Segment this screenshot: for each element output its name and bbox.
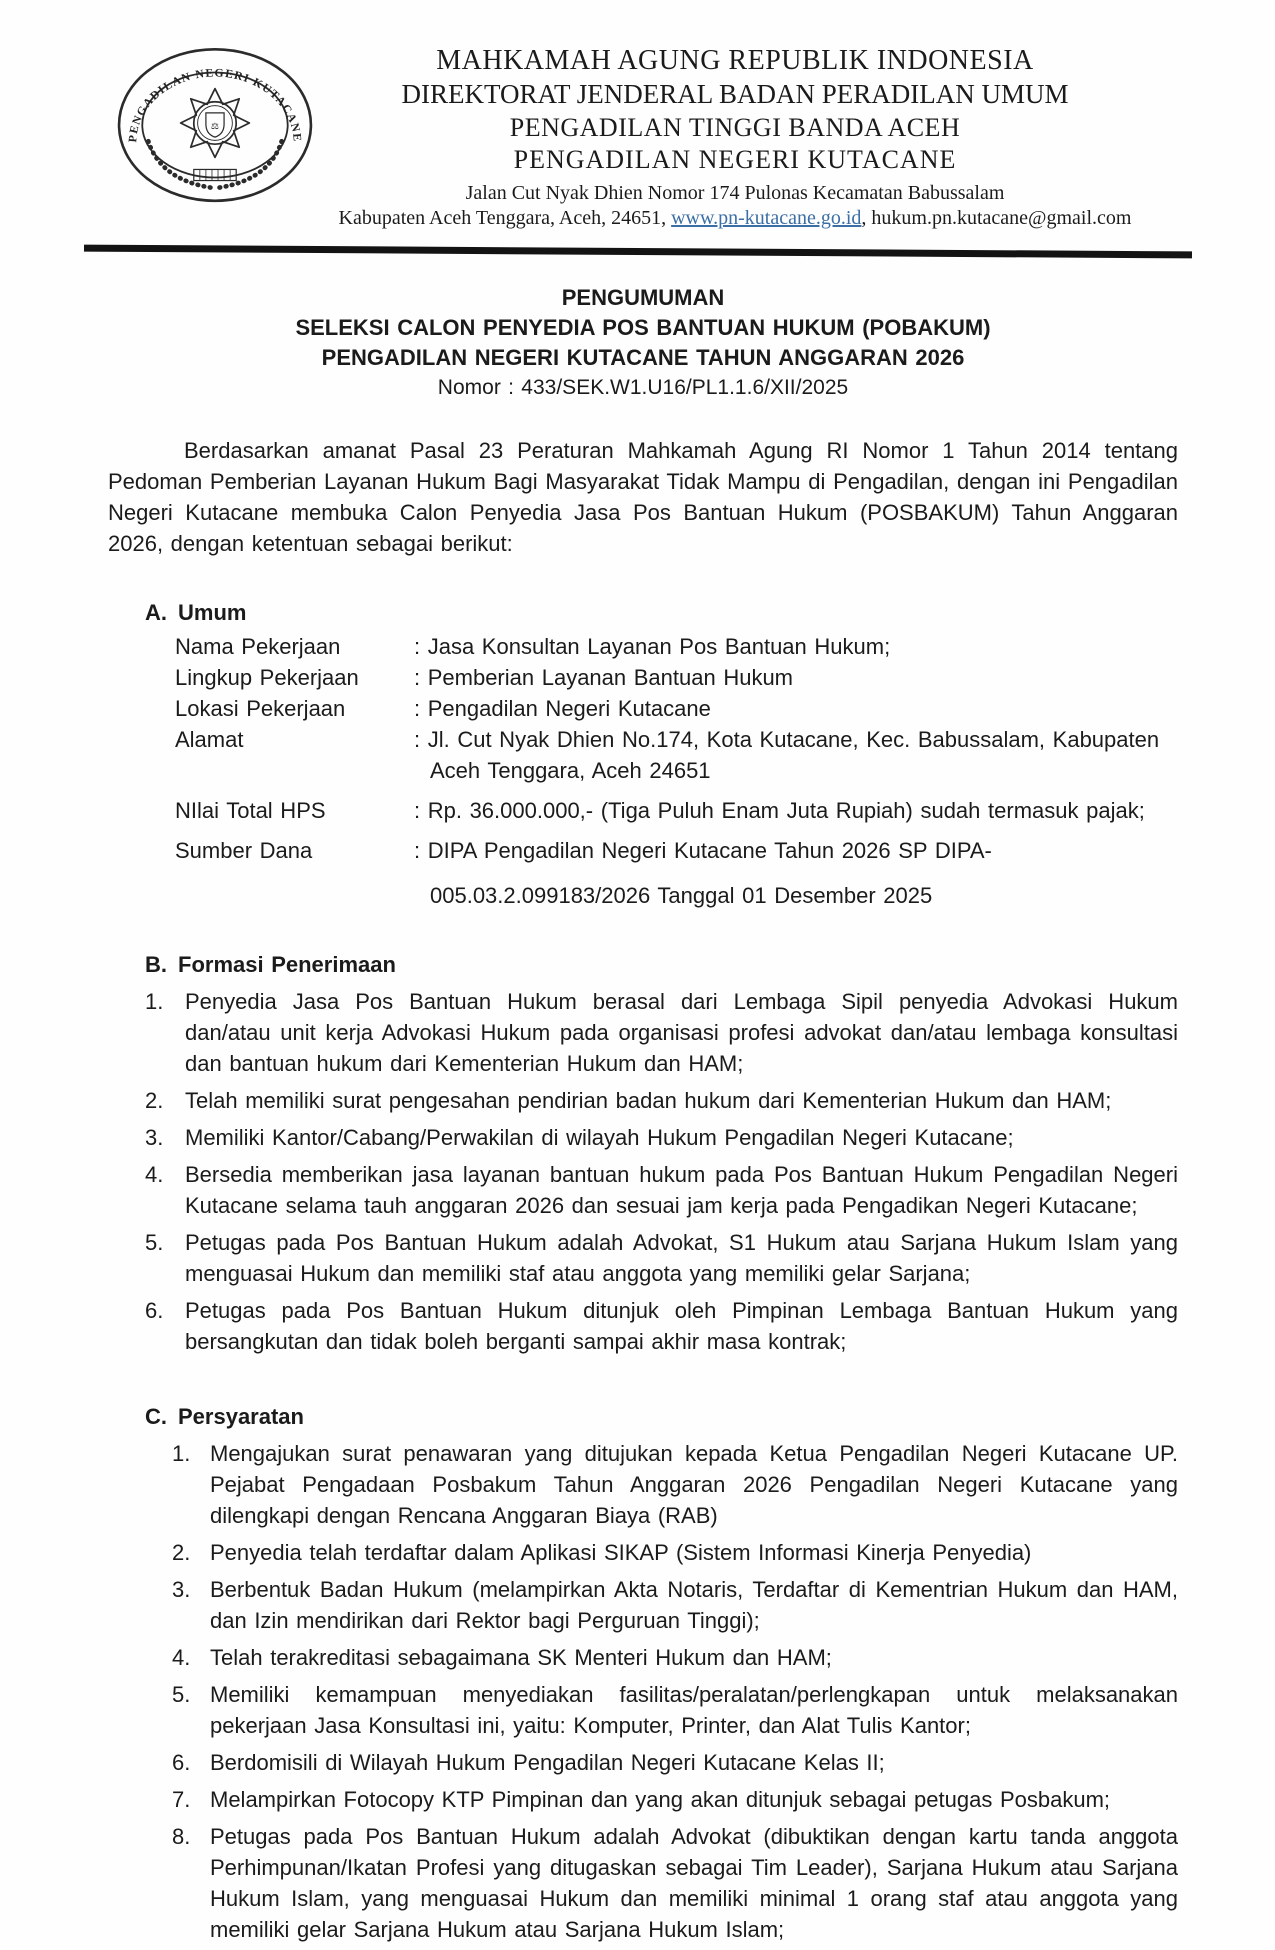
intro-paragraph: Berdasarkan amanat Pasal 23 Peraturan Mahkamah Agung RI Nomor 1 Tahun 2014 tentang Pedoman Pemberian Layanan Hukum Bagi Masyarakat Tidak Mampu di Pengadilan, dengan ini Pengadilan Negeri Kutacane membuka Calon Penyedia Jasa Pos Bantuan Hukum (POSBAKUM) Tahun Anggaran 2026, dengan ketentuan sebagai berikut: — [108, 438, 1178, 556]
item-number: 8. — [172, 1824, 191, 1849]
title-block — [108, 283, 1178, 403]
address-line-2-prefix: Kabupaten Aceh Tenggara, Aceh, 24651, — [338, 207, 672, 229]
section-a-heading — [145, 597, 1178, 628]
general-info-rows — [175, 631, 1178, 911]
item-text: Bersedia memberikan jasa layanan bantuan hukum pada Pos Bantuan Hukum Pengadilan Negeri Kutacane selama tauh anggaran 2026 dan sesuai jam kerja pada Pengadikan Negeri Kutacane; — [185, 1162, 1178, 1218]
item-text: Penyedia telah terdaftar dalam Aplikasi SIKAP (Sistem Informasi Kinerja Penyedia) — [210, 1540, 1032, 1565]
section-b-heading — [145, 949, 1178, 980]
item-text: Berdomisili di Wilayah Hukum Pengadilan Negeri Kutacane Kelas II; — [210, 1750, 885, 1775]
section-b-items — [108, 986, 1178, 1357]
list-item — [108, 1574, 1178, 1636]
item-text: Petugas pada Pos Bantuan Hukum adalah Advokat, S1 Hukum atau Sarjana Hukum Islam yang menguasai Hukum dan memiliki staf atau anggota yang memiliki gelar Sarjana; — [185, 1230, 1178, 1286]
info-row-nama-pekerjaan — [175, 631, 1178, 662]
item-number: 2. — [145, 1088, 164, 1113]
info-label: Lokasi Pekerjaan — [175, 696, 346, 721]
info-row-lokasi-pekerjaan — [175, 693, 1178, 724]
list-item — [108, 1295, 1178, 1357]
item-number: 3. — [145, 1125, 164, 1150]
item-number: 4. — [145, 1162, 164, 1187]
letterhead-text — [330, 44, 1140, 231]
section-a-letter: A. — [145, 600, 167, 625]
court-seal — [114, 42, 318, 206]
item-text: Telah memiliki surat pengesahan pendirian badan hukum dari Kementerian Hukum dan HAM; — [185, 1088, 1112, 1113]
item-number: 3. — [172, 1577, 191, 1602]
list-item — [108, 1537, 1178, 1568]
item-text: Petugas pada Pos Bantuan Hukum adalah Advokat (dibuktikan dengan kartu tanda anggota Perhimpunan/Ikatan Profesi yang ditugaskan sebagai Tim Leader), Sarjana Hukum atau Sarjana Hukum Islam, yang menguasai Hukum dan memiliki minimal 1 orang staf atau anggota yang memiliki gelar Sarjana Hukum atau Sarjana Hukum Islam; — [210, 1824, 1178, 1942]
item-number: 2. — [172, 1540, 191, 1565]
item-number: 5. — [145, 1230, 164, 1255]
list-item — [108, 1821, 1178, 1945]
seal-banner-hatch — [200, 169, 230, 180]
info-row-sumber-dana — [175, 835, 1178, 866]
section-c-title: Persyaratan — [178, 1404, 304, 1429]
item-number: 4. — [172, 1645, 191, 1670]
info-value-continuation: Aceh Tenggara, Aceh 24651 — [430, 758, 711, 783]
letterhead — [0, 0, 1275, 232]
section-a-title: Umum — [178, 600, 247, 625]
address-line-2 — [330, 206, 1140, 231]
seal-text-arc: PENGADILAN NEGERI KUTACANE — [126, 66, 304, 143]
list-item — [108, 1747, 1178, 1778]
info-value-continuation: 005.03.2.099183/2026 Tanggal 01 Desember 2025 — [430, 883, 933, 908]
item-number: 1. — [172, 1441, 191, 1466]
list-item — [108, 986, 1178, 1079]
seal-scales-icon: ⚖ — [210, 121, 220, 132]
info-label: Sumber Dana — [175, 838, 313, 863]
website-link[interactable]: www.pn-kutacane.go.id — [671, 207, 862, 229]
info-value: : Pengadilan Negeri Kutacane — [414, 696, 711, 721]
info-label: NIlai Total HPS — [175, 798, 326, 823]
info-row-nilai-total-hps — [175, 795, 1178, 826]
header-divider — [84, 245, 1192, 259]
item-text: Memiliki Kantor/Cabang/Perwakilan di wilayah Hukum Pengadilan Negeri Kutacane; — [185, 1125, 1014, 1150]
info-label: Nama Pekerjaan — [175, 634, 341, 659]
item-number: 6. — [172, 1750, 191, 1775]
section-c-items — [108, 1438, 1178, 1945]
info-label: Alamat — [175, 727, 244, 752]
seal-sun-emblem — [181, 89, 250, 158]
item-number: 6. — [145, 1298, 164, 1323]
list-item — [108, 1642, 1178, 1673]
address-line-2-suffix: , hukum.pn.kutacane@gmail.com — [861, 207, 1132, 229]
info-row-alamat — [175, 724, 1178, 755]
section-b-title: Formasi Penerimaan — [178, 952, 396, 977]
org-line-1: MAHKAMAH AGUNG REPUBLIK INDONESIA — [436, 45, 1034, 76]
list-item — [108, 1438, 1178, 1531]
section-c — [108, 1401, 1178, 1945]
info-value: : Rp. 36.000.000,- (Tiga Puluh Enam Juta Rupiah) sudah termasuk pajak; — [414, 798, 1145, 823]
info-value: : Pemberian Layanan Bantuan Hukum — [414, 665, 794, 690]
info-value: : DIPA Pengadilan Negeri Kutacane Tahun 2026 SP DIPA- — [414, 838, 992, 863]
item-text: Mengajukan surat penawaran yang ditujukan kepada Ketua Pengadilan Negeri Kutacane UP. Pejabat Pengadaan Posbakum Tahun Anggaran 2026 Pengadilan Negeri Kutacane yang dilengkapi dengan Rencana Anggaran Biaya (RAB) — [210, 1441, 1178, 1528]
court-year-title: PENGADILAN NEGERI KUTACANE TAHUN ANGGARAN 2026 — [321, 345, 965, 370]
section-a — [108, 597, 1178, 911]
item-number: 5. — [172, 1682, 191, 1707]
section-c-letter: C. — [145, 1404, 167, 1429]
list-item — [108, 1085, 1178, 1116]
item-number: 1. — [145, 989, 164, 1014]
section-c-heading — [145, 1401, 1178, 1432]
org-line-3: PENGADILAN TINGGI BANDA ACEH — [509, 113, 961, 142]
selection-title: SELEKSI CALON PENYEDIA POS BANTUAN HUKUM (POBAKUM) — [295, 315, 991, 340]
court-seal-graphic — [114, 42, 318, 206]
list-item — [108, 1784, 1178, 1815]
item-text: Penyedia Jasa Pos Bantuan Hukum berasal dari Lembaga Sipil penyedia Advokasi Hukum dan/atau unit kerja Advokasi Hukum pada organisasi profesi advokat dan/atau lembaga konsultasi dan bantuan hukum dari Kementerian Hukum dan HAM; — [185, 989, 1178, 1076]
item-text: Memiliki kemampuan menyediakan fasilitas/peralatan/perlengkapan untuk melaksanakan pekerjaan Jasa Konsultasi ini, yaitu: Komputer, Printer, dan Alat Tulis Kantor; — [210, 1682, 1178, 1738]
address-line-1: Jalan Cut Nyak Dhien Nomor 174 Pulonas Kecamatan Babussalam — [465, 182, 1005, 204]
list-item — [108, 1227, 1178, 1289]
info-value: : Jl. Cut Nyak Dhien No.174, Kota Kutacane, Kec. Babussalam, Kabupaten — [414, 727, 1160, 752]
section-b — [108, 949, 1178, 1357]
item-text: Berbentuk Badan Hukum (melampirkan Akta Notaris, Terdaftar di Kementrian Hukum dan HAM, dan Izin mendirikan dari Rektor bagi Perguruan Tinggi); — [210, 1577, 1178, 1633]
info-value: : Jasa Konsultan Layanan Pos Bantuan Hukum; — [414, 634, 891, 659]
item-number: 7. — [172, 1787, 191, 1812]
org-line-4: PENGADILAN NEGERI KUTACANE — [513, 145, 957, 174]
item-text: Melampirkan Fotocopy KTP Pimpinan dan yang akan ditunjuk sebagai petugas Posbakum; — [210, 1787, 1111, 1812]
list-item — [108, 1679, 1178, 1741]
document-number: Nomor : 433/SEK.W1.U16/PL1.1.6/XII/2025 — [437, 376, 849, 399]
item-text: Telah terakreditasi sebagaimana SK Menteri Hukum dan HAM; — [210, 1645, 832, 1670]
item-text: Petugas pada Pos Bantuan Hukum ditunjuk oleh Pimpinan Lembaga Bantuan Hukum yang bersangkutan dan tidak boleh berganti sampai akhir masa kontrak; — [185, 1298, 1178, 1354]
list-item — [108, 1122, 1178, 1153]
info-row-lingkup-pekerjaan — [175, 662, 1178, 693]
org-line-2: DIREKTORAT JENDERAL BADAN PERADILAN UMUM — [401, 79, 1069, 109]
document-body — [0, 283, 1275, 1945]
list-item — [108, 1159, 1178, 1221]
info-label: Lingkup Pekerjaan — [175, 665, 359, 690]
announcement-title: PENGUMUMAN — [561, 285, 725, 310]
section-b-letter: B. — [145, 952, 167, 977]
